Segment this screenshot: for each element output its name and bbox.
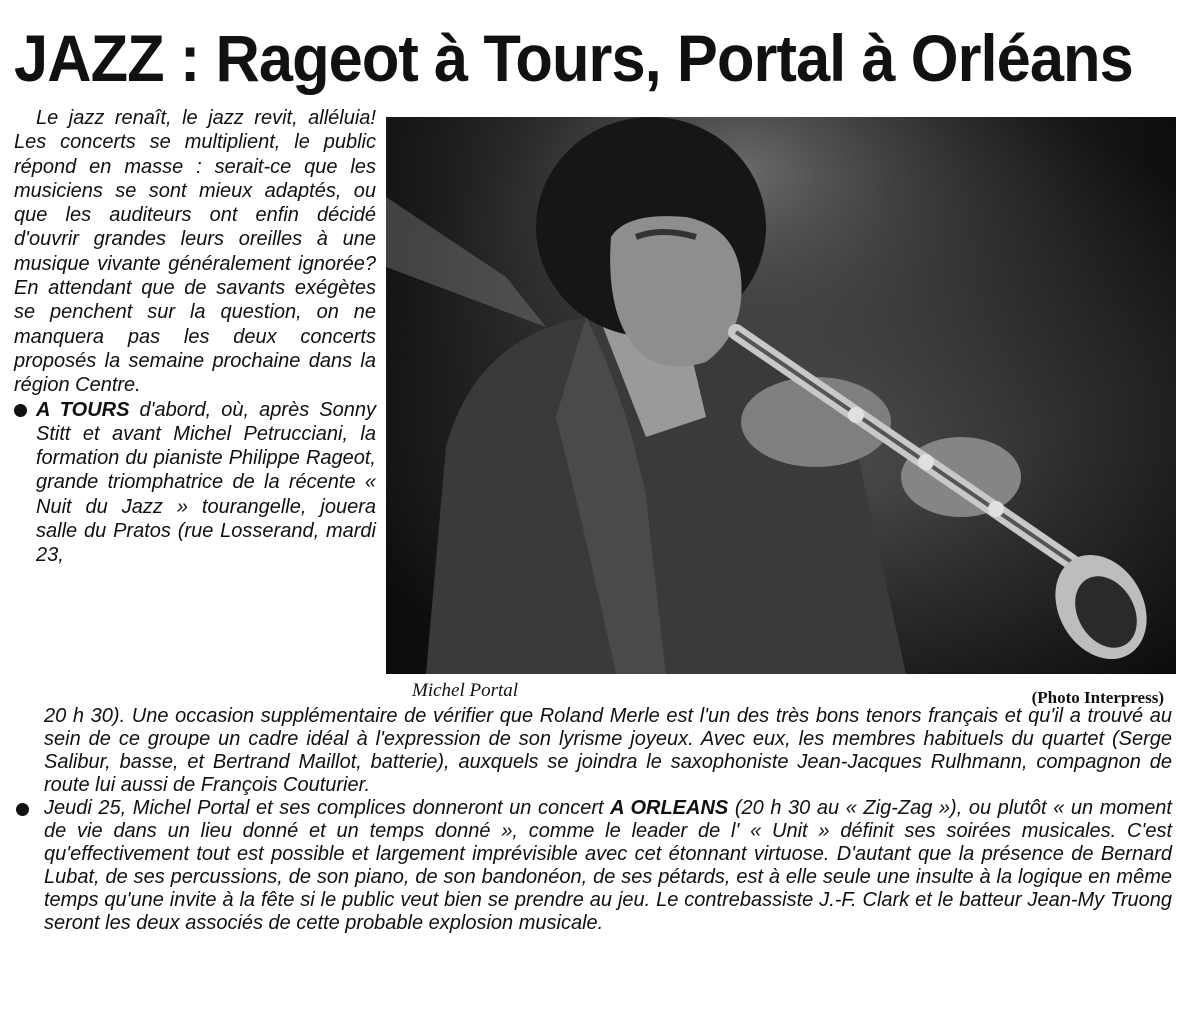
left-column [14,106,376,568]
musician-illustration [386,117,1176,674]
orleans-paragraph [14,797,1172,935]
tours-text: d'abord, où, après Sonny Stitt et avant Michel Petrucciani, la formation du pianiste Philippe Rageot, grande triomphatrice de la récente « Nuit du Jazz » tourangelle, jouera salle du Pratos (rue Losserand, mardi 23, [36,398,376,567]
bullet-icon [16,803,29,816]
tours-lead: A TOURS [36,398,130,421]
tours-continuation: 20 h 30). Une occasion supplémentaire de vérifier que Roland Merle est l'un des très bons tenors français et qu'il a trouvé au sein de ce groupe un cadre idéal à l'expression de son lyrisme joyeux. Avec eux, les membres habituels du quartet (Serge Salibur, basse, et Bertrand Maillot, batterie), auxquels se joindra le saxophoniste Jean-Jacques Rulhmann, compagnon de route lui aussi de François Couturier. [44,705,1172,796]
tours-paragraph [14,398,376,568]
orleans-pre: Jeudi 25, Michel Portal et ses complices donneront un concert [44,797,611,819]
bullet-icon [14,404,27,417]
portrait-photo [386,117,1176,674]
orleans-text: (20 h 30 au « Zig-Zag »), ou plutôt « un moment de vie dans un lieu donné et un temps donné », comme le leader de l' « Unit » définit ses soirées musicales. C'est qu'effectivement tout est possible et largement imprévisible avec cet étonnant virtuose. D'autant que la présence de Bernard Lubat, de ses percussions, de son piano, de son bandonéon, de ses pétards, est à elle seule une insulte à la logique en même temps qu'une invite à la fête si le public veut bien se prendre au jeu. Le contrebassiste J.-F. Clark et le batteur Jean-My Truong seront les deux associés de cette probable explosion musicale. [44,797,1172,934]
photo-caption: Michel Portal [412,680,519,701]
wide-column [14,705,1172,935]
photo-credit: (Photo Interpress) [1031,688,1164,707]
orleans-lead: A ORLEANS [610,797,729,819]
headline: JAZZ : Rageot à Tours, Portal à Orléans [14,21,1133,95]
intro-paragraph: Le jazz renaît, le jazz revit, alléluia! Les concerts se multiplient, le public répond en masse : serait-ce que les musiciens se sont mieux adaptés, ou que les auditeurs ont enfin décidé d'ouvrir grandes leurs oreilles à une musique vivante généralement ignorée? En attendant que de savants exégètes se penchent sur la question, on ne manquera pas les deux concerts proposés la semaine prochaine dans la région Centre. [14,107,376,397]
